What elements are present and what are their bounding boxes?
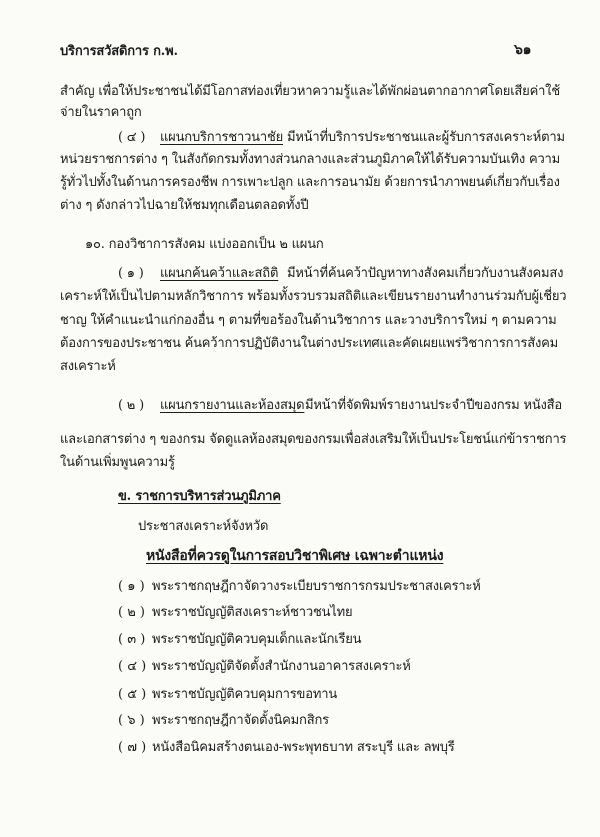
reading-item-7-text: หนังสือนิคมสร้างตนเอง-พระพุทธบาท สระบุรี และ ลพบุรี [152, 740, 455, 755]
section-b-heading: ข. ราชการบริหารส่วนภูมิภาค [118, 489, 281, 504]
reading-item-5-marker: ( ๕ ) [118, 687, 147, 702]
reading-item-4-marker: ( ๔ ) [118, 659, 147, 674]
reading-item-5-text: พระราชบัญญัติควบคุมการขอทาน [152, 687, 338, 702]
reading-item-4-text: พระราชบัญญัติจัดตั้งสำนักงานอาคารสงเคราะห์ [152, 659, 411, 674]
section-10-item-1-line-1: มีหน้าที่ค้นคว้าปัญหาทางสังคมเกี่ยวกับงานสังคมสง [287, 266, 564, 281]
reading-item-1-marker: ( ๑ ) [118, 579, 145, 594]
reading-item-6-text: พระราชกฤษฎีกาจัดตั้งนิคมกสิกร [152, 713, 329, 728]
section-10-item-1-heading: แผนกค้นคว้าและสถิติ [160, 266, 279, 281]
section-10-heading: ๑๐. กองวิชาการสังคม แบ่งออกเป็น ๒ แผนก [85, 237, 324, 252]
section-10-item-1-line-2: เคราะห์ให้เป็นไปตามหลักวิชาการ พร้อมทั้งรวบรวมสถิติและเขียนรายงานทำงานร่วมกับผู้เชี่ยว [60, 289, 567, 304]
item-4-marker: ( ๔ ) [118, 130, 146, 145]
section-10-item-2-line-1: มีหน้าที่จัดพิมพ์รายงานประจำปีของกรม หนังสือ [305, 398, 563, 413]
reading-list-heading: หนังสือที่ควรดูในการสอบวิชาพิเศษ เฉพาะตำแหน่ง [146, 548, 444, 564]
section-10-item-1-line-5: สงเคราะห์ [60, 359, 116, 374]
reading-item-6-marker: ( ๖ ) [118, 713, 145, 728]
section-10-item-1-marker: ( ๑ ) [118, 266, 144, 281]
item-4-line-1: มีหน้าที่บริการประชาชนและผู้รับการสงเคราะห์ตาม [287, 130, 565, 145]
section-b-subheading: ประชาสงเคราะห์จังหวัด [138, 519, 269, 534]
reading-item-3-marker: ( ๓ ) [118, 632, 146, 647]
reading-item-2-marker: ( ๒ ) [118, 605, 145, 620]
item-4-line-3: รู้ทั่วไปทั้งในด้านการครองชีพ การเพาะปลูก และการอนามัย ด้วยการนำภาพยนต์เกี่ยวกับเรื่อง [60, 175, 560, 190]
intro-line-1: สำคัญ เพื่อให้ประชาชนได้มีโอกาสท่องเที่ยวหาความรู้และได้พักผ่อนตากอากาศโดยเสียค่าใช้ [60, 84, 560, 99]
intro-line-2: จ่ายในราคาถูก [60, 105, 142, 120]
section-10-item-2-heading: แผนกรายงานและห้องสมุด [160, 398, 305, 413]
section-10-item-1-line-3: ชาญ ให้คำแนะนำแก่กองอื่น ๆ ตามที่ขอร้องในด้านวิชาการ และวางบริการใหม่ ๆ ตามความ [60, 313, 557, 328]
reading-item-2-text: พระราชบัญญัติสงเคราะห์ชาวชนไทย [152, 605, 353, 620]
reading-item-3-text: พระราชบัญญัติควบคุมเด็กและนักเรียน [152, 632, 362, 647]
reading-item-1-text: พระราชกฤษฎีกาจัดวางระเบียบราชการกรมประชาสงเคราะห์ [152, 579, 481, 594]
reading-item-7-marker: ( ๗ ) [118, 740, 147, 755]
page-number: ๖๑ [514, 42, 532, 58]
running-title: บริการสวัสดิการ ก.พ. [60, 44, 178, 59]
item-4-line-4: ต่าง ๆ ดังกล่าวไปฉายให้ชมทุกเดือนตลอดทั้งปี [60, 198, 309, 213]
item-4-heading: แผนกบริการชาวนาชัย [160, 130, 283, 145]
item-4-line-2: หน่วยราชการต่าง ๆ ในสังกัดกรมทั้งทางส่วนกลางและส่วนภูมิภาคให้ได้รับความบันเทิง ความ [60, 152, 561, 167]
section-10-item-1-line-4: ต้องการของประชาชน ค้นคว้าการปฏิบัติงานในต่างประเทศและคัดเผยแพร่วิชาการการสังคม [60, 336, 558, 351]
section-10-item-2-line-3: ในด้านเพิ่มพูนความรู้ [60, 455, 175, 470]
section-10-item-2-marker: ( ๒ ) [118, 398, 144, 413]
section-10-item-2-line-2: และเอกสารต่าง ๆ ของกรม จัดดูแลห้องสมุดของกรมเพื่อส่งเสริมให้เป็นประโยชน์แก่ข้าราชการ [60, 432, 567, 447]
